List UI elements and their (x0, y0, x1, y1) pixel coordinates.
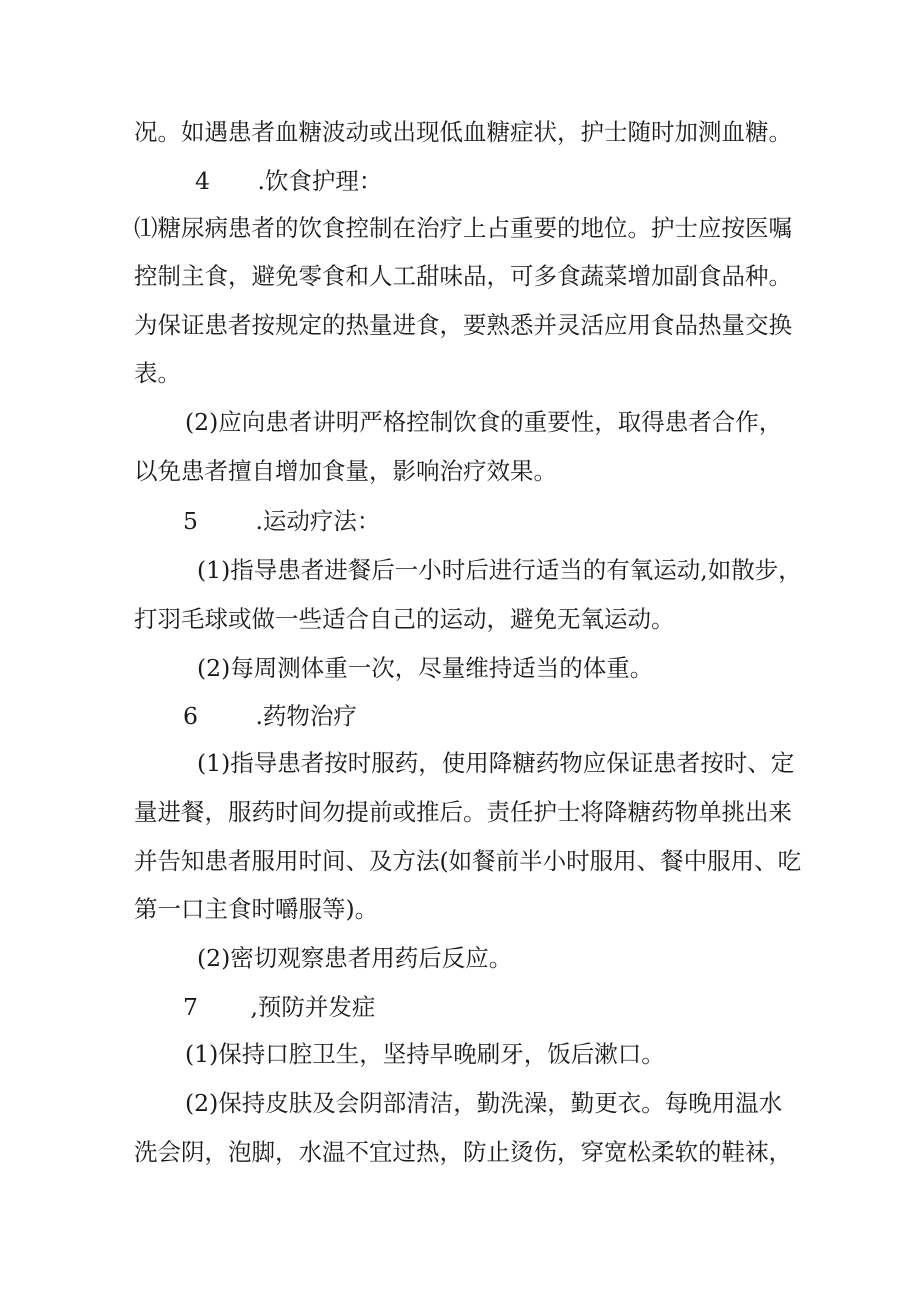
section-number: 7 (183, 993, 198, 1021)
text-line: (2)保持皮肤及会阴部清洁，勤洗澡，勤更衣。每晚用温水 (185, 1089, 783, 1117)
section-heading-diet (195, 166, 382, 196)
text-line: 打羽毛球或做一些适合自己的运动，避免无氧运动。 (134, 605, 675, 633)
text-line: 为保证患者按规定的热量进食，要熟悉并灵活应用食品热量交换 (134, 311, 792, 339)
text-line: (2)密切观察患者用药后反应。 (197, 944, 513, 972)
text-line: 控制主食，避免零食和人工甜味品，可多食蔬菜增加副食品种。 (134, 262, 792, 290)
text-line: ⑴糖尿病患者的饮食控制在治疗上占重要的地位。护士应按医嘱 (134, 214, 792, 242)
section-title: .药物治疗 (255, 702, 357, 730)
text-line: (2)每周测体重一次，尽量维持适当的体重。 (197, 654, 654, 682)
text-line: (2)应向患者讲明严格控制饮食的重要性，取得患者合作， (185, 408, 783, 436)
section-title: .运动疗法： (255, 507, 381, 535)
section-heading-exercise (183, 506, 380, 536)
text-line: (1)指导患者进餐后一小时后进行适当的有氧运动,如散步， (197, 556, 802, 584)
text-line: 洗会阴，泡脚，水温不宜过热，防止烫伤，穿宽松柔软的鞋袜， (134, 1138, 792, 1166)
section-title: .饮食护理： (257, 167, 383, 195)
text-line: 量进餐，服药时间勿提前或推后。责任护士将降糖药物单挑出来 (134, 798, 792, 826)
section-title: ,预防并发症 (250, 993, 376, 1021)
section-heading-complications (183, 992, 375, 1022)
section-number: 6 (183, 702, 198, 730)
text-line: 第一口主食时嚼服等)。 (134, 895, 379, 923)
text-line: 并告知患者服用时间、及方法(如餐前半小时服用、餐中服用、吃 (134, 847, 802, 875)
section-heading-medication (183, 701, 357, 731)
text-line: 表。 (134, 359, 181, 387)
section-number: 5 (183, 507, 198, 535)
section-number: 4 (195, 167, 210, 195)
text-line: 以免患者擅自增加食量，影响治疗效果。 (134, 457, 557, 485)
text-line: (1)指导患者按时服药，使用降糖药物应保证患者按时、定 (197, 749, 795, 777)
text-line: (1)保持口腔卫生，坚持早晚刷牙，饭后漱口。 (185, 1040, 665, 1068)
text-line: 况。如遇患者血糖波动或出现低血糖症状，护士随时加测血糖。 (134, 118, 792, 146)
